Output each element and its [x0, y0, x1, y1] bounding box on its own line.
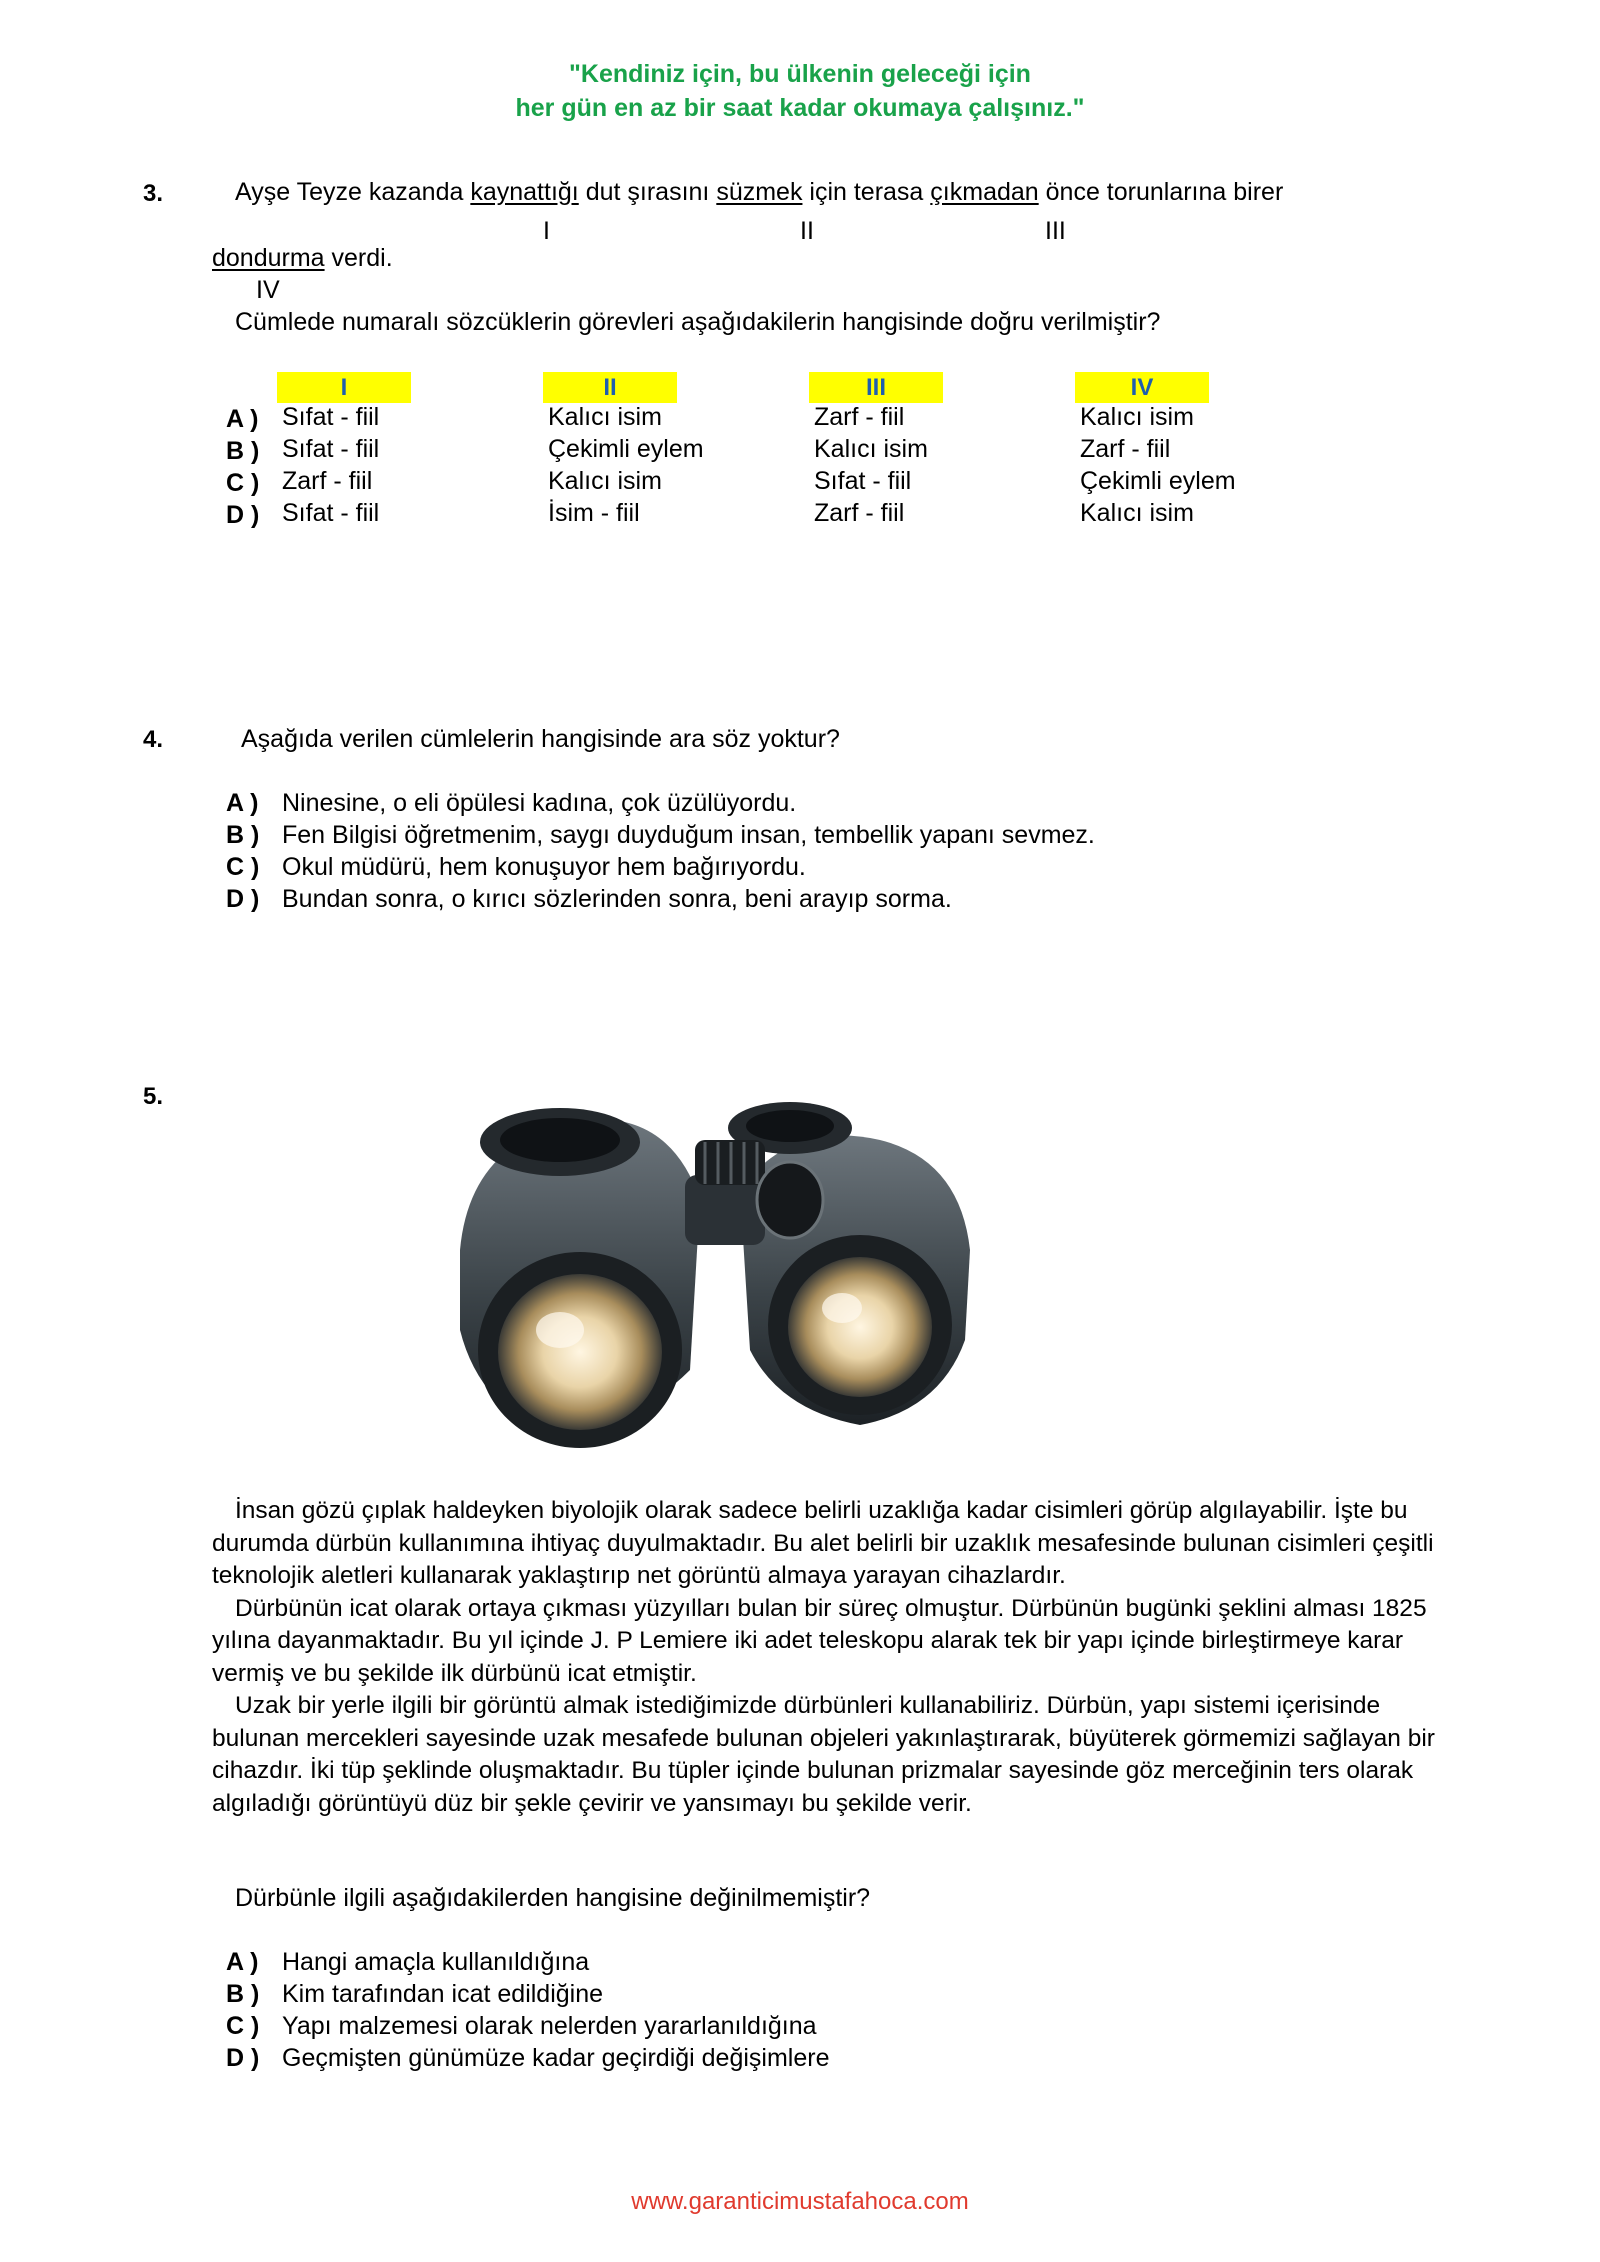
option-cell: Kalıcı isim: [548, 467, 662, 495]
option-text: Okul müdürü, hem konuşuyor hem bağırıyordu.: [282, 853, 806, 881]
option-label: C ): [226, 469, 260, 497]
option-cell: Kalıcı isim: [1080, 403, 1194, 431]
option-cell: Sıfat - fiil: [814, 467, 912, 495]
option-text: Geçmişten günümüze kadar geçirdiği değişimlere: [282, 2044, 830, 2072]
column-header-3: III: [809, 372, 943, 403]
option-label: A ): [226, 1948, 259, 1976]
option-label: A ): [226, 405, 259, 433]
option-cell: Kalıcı isim: [814, 435, 928, 463]
option-label: A ): [226, 789, 259, 817]
question-number: 5.: [143, 1083, 164, 1110]
option-cell: Sıfat - fiil: [282, 403, 380, 431]
question-number: 3.: [143, 180, 164, 207]
option-cell: Sıfat - fiil: [282, 435, 380, 463]
option-cell: Kalıcı isim: [1080, 499, 1194, 527]
marker-3: III: [1045, 217, 1066, 245]
option-label: B ): [226, 821, 260, 849]
sentence-text: için terasa: [802, 178, 931, 206]
motto-line-1: "Kendiniz için, bu ülkenin geleceği için: [569, 60, 1031, 88]
marker-4: IV: [256, 276, 280, 304]
option-text: Kim tarafından icat edildiğine: [282, 1980, 604, 2008]
option-label: D ): [226, 501, 260, 529]
option-label: D ): [226, 2044, 260, 2072]
option-text: Bundan sonra, o kırıcı sözlerinden sonra, beni arayıp sorma.: [282, 885, 952, 913]
option-cell: Kalıcı isim: [548, 403, 662, 431]
option-cell: Çekimli eylem: [1080, 467, 1236, 495]
option-cell: Sıfat - fiil: [282, 499, 380, 527]
option-label: C ): [226, 853, 260, 881]
footer-link[interactable]: www.garanticimustafahoca.com: [631, 2188, 969, 2215]
question-prompt: Cümlede numaralı sözcüklerin görevleri aşağıdakilerin hangisinde doğru verilmiştir?: [235, 308, 1161, 336]
option-cell: Zarf - fiil: [282, 467, 373, 495]
reading-passage: [212, 1495, 1452, 1820]
option-label: C ): [226, 2012, 260, 2040]
question-sentence-line-2: [212, 242, 393, 274]
question-prompt: Aşağıda verilen cümlelerin hangisinde ara söz yoktur?: [241, 725, 840, 753]
underlined-word-3: çıkmadan: [930, 178, 1039, 206]
option-cell: Zarf - fiil: [814, 499, 905, 527]
underlined-word-2: süzmek: [716, 178, 803, 206]
option-cell: Zarf - fiil: [1080, 435, 1171, 463]
option-cell: İsim - fiil: [548, 499, 640, 527]
option-text: Yapı malzemesi olarak nelerden yararlanıldığına: [282, 2012, 817, 2040]
option-text: Hangi amaçla kullanıldığına: [282, 1948, 590, 1976]
marker-1: I: [543, 217, 550, 245]
binoculars-icon: [440, 1080, 1000, 1480]
underlined-word-4: dondurma: [212, 244, 325, 272]
option-label: B ): [226, 437, 260, 465]
option-label: B ): [226, 1980, 260, 2008]
column-header-4: IV: [1075, 372, 1209, 403]
option-text: Ninesine, o eli öpülesi kadına, çok üzülüyordu.: [282, 789, 797, 817]
question-number: 4.: [143, 726, 164, 753]
underlined-word-1: kaynattığı: [470, 178, 579, 206]
column-header-2: II: [543, 372, 677, 403]
option-cell: Zarf - fiil: [814, 403, 905, 431]
question-sentence-line-1: [235, 176, 1283, 208]
passage-paragraph-2: Dürbünün icat olarak ortaya çıkması yüzyılları bulan bir süreç olmuştur. Dürbünün bugünki şeklini alması 1825 yılına dayanmaktadır. Bu yıl içinde J. P Lemiere iki adet teleskopu alarak tek bir yapı içinde birleştirmeye karar vermiş ve bu şekilde ilk dürbünü icat etmiştir.: [212, 1594, 1427, 1687]
question-prompt: Dürbünle ilgili aşağıdakilerden hangisine değinilmemiştir?: [235, 1884, 871, 1912]
sentence-text: önce torunlarına birer: [1038, 178, 1284, 206]
option-label: D ): [226, 885, 260, 913]
sentence-text: verdi.: [324, 244, 393, 272]
sentence-text: dut şırasını: [578, 178, 717, 206]
passage-paragraph-1: İnsan gözü çıplak haldeyken biyolojik olarak sadece belirli uzaklığa kadar cisimleri görüp algılayabilir. İşte bu durumda dürbün kullanımına ihtiyaç duyulmaktadır. Bu alet belirli bir uzaklık mesafesinde bulunan cisimleri çeşitli teknolojik aletleri kullanarak yaklaştırıp net görüntü almaya yarayan cihazlardır.: [212, 1497, 1434, 1589]
marker-2: II: [800, 217, 814, 245]
column-header-1: I: [277, 372, 411, 403]
option-text: Fen Bilgisi öğretmenim, saygı duyduğum insan, tembellik yapanı sevmez.: [282, 821, 1095, 849]
motto-line-2: her gün en az bir saat kadar okumaya çalışınız.": [515, 94, 1085, 122]
passage-paragraph-3: Uzak bir yerle ilgili bir görüntü almak istediğimizde dürbünleri kullanabiliriz. Dürbün, yapı sistemi içerisinde bulunan mercekleri sayesinde uzak mesafede bulunan objeleri yakınlaştırarak, büyüterek görmemizi sağlayan bir cihazdır. İki tüp şeklinde oluşmaktadır. Bu tüpler içinde bulunan prizmalar sayesinde göz merceğinin ters olarak algıladığı görüntüyü düz bir şekle çevirir ve yansımayı bu şekilde verir.: [212, 1692, 1435, 1817]
sentence-text: Ayşe Teyze kazanda: [235, 178, 471, 206]
option-cell: Çekimli eylem: [548, 435, 704, 463]
